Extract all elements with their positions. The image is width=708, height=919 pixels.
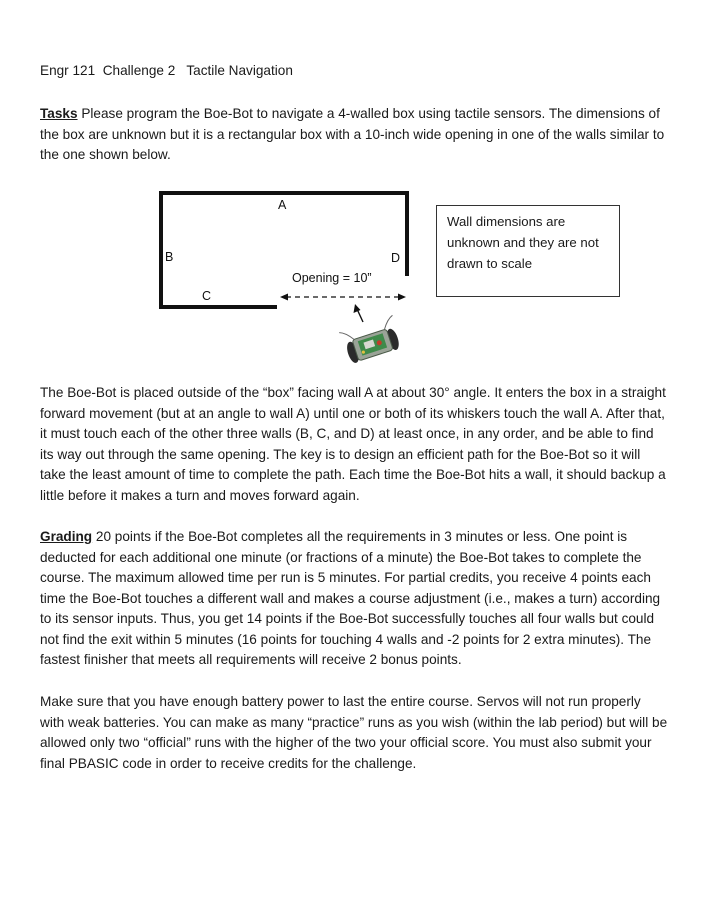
grading-paragraph [40, 527, 668, 671]
description-paragraph: The Boe-Bot is placed outside of the “box” facing wall A at about 30° angle. It enters the box in a straight forward movement (but at an angle to wall A) until one or both of its whiskers touch the wall A. After that, it must touch each of the other three walls (B, C, and D) at least once, in any order, and be able to find its way out through the same opening. The key is to design an efficient path for the Boe-Bot so it will take the least amount of time to complete the path. Each time the Boe-Bot hits a wall, it should backup a little before it makes a turn and moves forward again. [40, 385, 666, 503]
page-title: Engr 121 Challenge 2 Tactile Navigation [40, 63, 293, 78]
box-diagram [150, 188, 430, 373]
robot-direction-arrow-icon [354, 304, 361, 313]
grading-text: 20 points if the Boe-Bot completes all the requirements in 3 minutes or less. One point is deducted for each additional one minute (or fractions of a minute) the Boe-Bot takes to complete the course. The maximum allowed time per run is 5 minutes. For partial credits, you receive 4 points each time the Boe-Bot touches a different wall and makes a course adjustment (i.e., makes a turn) according to its sensor inputs. Thus, you get 14 points if the Boe-Bot successfully touches all four walls but could not find the exit within 5 minutes (16 points for touching 4 walls and -2 points for 2 extra minutes). The fastest finisher that meets all requirements will receive 2 bonus points. [40, 529, 661, 667]
wall-label-d: D [391, 251, 401, 265]
tasks-heading: Tasks [40, 106, 78, 121]
battery-paragraph: Make sure that you have enough battery power to last the entire course. Servos will not run properly with weak batteries. You can make as many “practice” runs as you wish (within the lab period) but will be allowed only two “official” runs with the higher of the two your official score. You must also submit your final PBASIC code in order to receive credits for the challenge. [40, 694, 668, 771]
boe-bot-robot-icon [339, 315, 403, 365]
wall-label-b: B [165, 250, 174, 264]
opening-label: Opening = 10” [292, 271, 372, 285]
wall-label-a: A [278, 198, 287, 212]
opening-arrow-right-icon [398, 294, 406, 301]
opening-arrow-left-icon [280, 294, 288, 301]
wall-label-c: C [202, 289, 212, 303]
scale-note-box: Wall dimensions are unknown and they are not drawn to scale [436, 205, 620, 297]
tasks-paragraph [40, 104, 668, 166]
grading-heading: Grading [40, 529, 93, 544]
tasks-text: Please program the Boe-Bot to navigate a 4-walled box using tactile sensors. The dimensions of the box are unknown but it is a rectangular box with a 10-inch wide opening in one of the walls similar to the one shown below. [40, 106, 665, 162]
